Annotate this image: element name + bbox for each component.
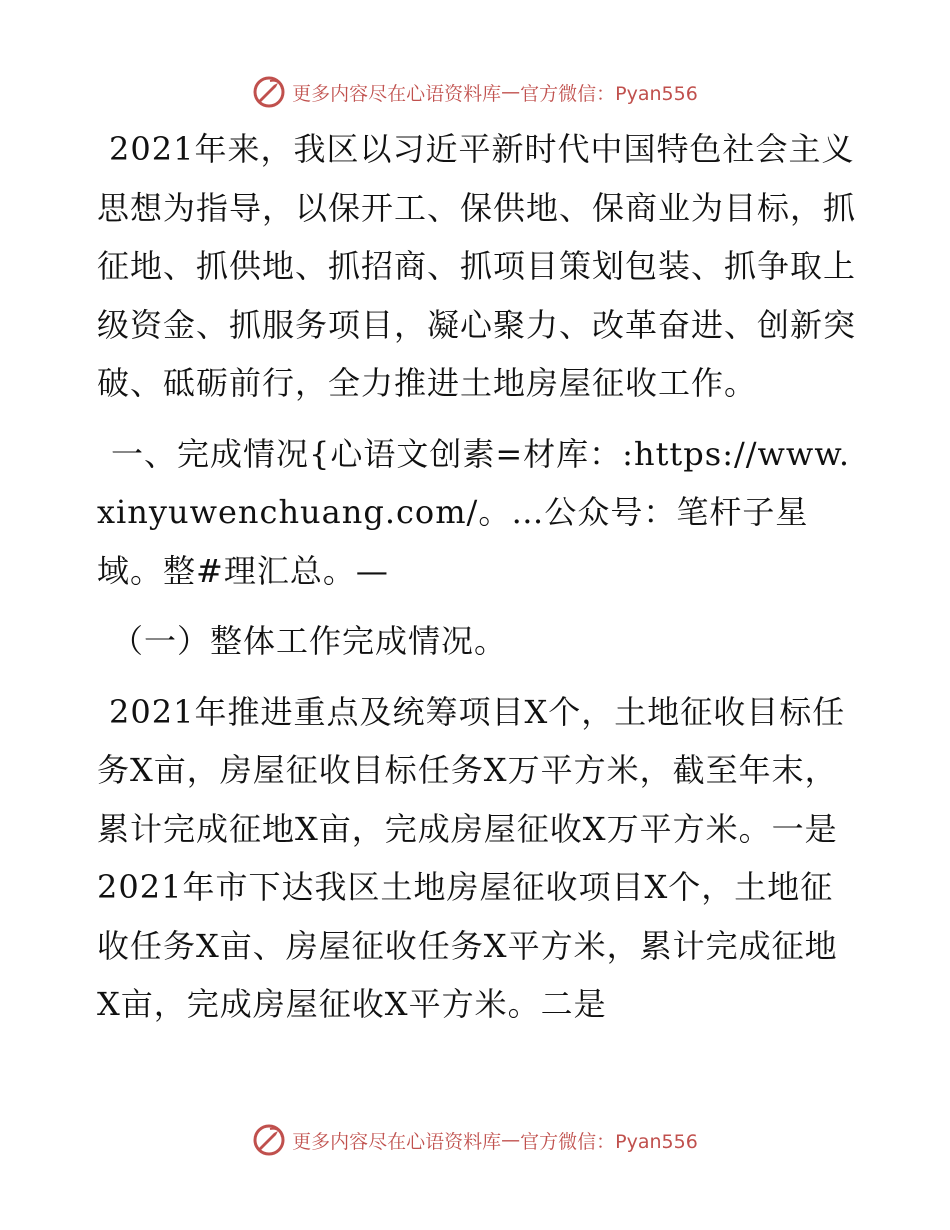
intro-paragraph: 2021年来，我区以习近平新时代中国特色社会主义思想为指导，以保开工、保供地、保商业为目标，抓征地、抓供地、抓招商、抓项目策划包装、抓争取上级资金、抓服务项目，凝心聚力、改革奋进、创新突破、砥砺前行，全力推进土地房屋征收工作。 [97, 130, 857, 402]
subsection-heading: （一）整体工作完成情况。 [111, 622, 508, 660]
footer-watermark [0, 1120, 950, 1160]
section-heading: 一、完成情况{心语文创素=材库：:https://www.xinyuwenchuang.com/。…公众号：笔杆子星域。整#理汇总。— [97, 434, 851, 590]
watermark-text: 更多内容尽在心语资料库 [292, 1130, 502, 1153]
document-body [97, 120, 857, 1034]
watermark-separator: — [501, 1129, 521, 1151]
header-watermark [0, 72, 950, 112]
watermark-text: 更多内容尽在心语资料库 [292, 82, 502, 105]
body-paragraph: 2021年推进重点及统筹项目X个，土地征收目标任务X亩，房屋征收目标任务X万平方米，截至年末，累计完成征地X亩，完成房屋征收X万平方米。一是2021年市下达我区土地房屋征收项目X个，土地征收任务X亩、房屋征收任务X平方米，累计完成征地X亩，完成房屋征收X平方米。二是 [97, 692, 846, 1023]
quill-circle-icon [252, 1123, 286, 1157]
quill-circle-icon [252, 75, 286, 109]
watermark-contact: 官方微信：Pyan556 [520, 1130, 698, 1153]
watermark-separator: — [501, 81, 521, 103]
watermark-contact: 官方微信：Pyan556 [520, 82, 698, 105]
